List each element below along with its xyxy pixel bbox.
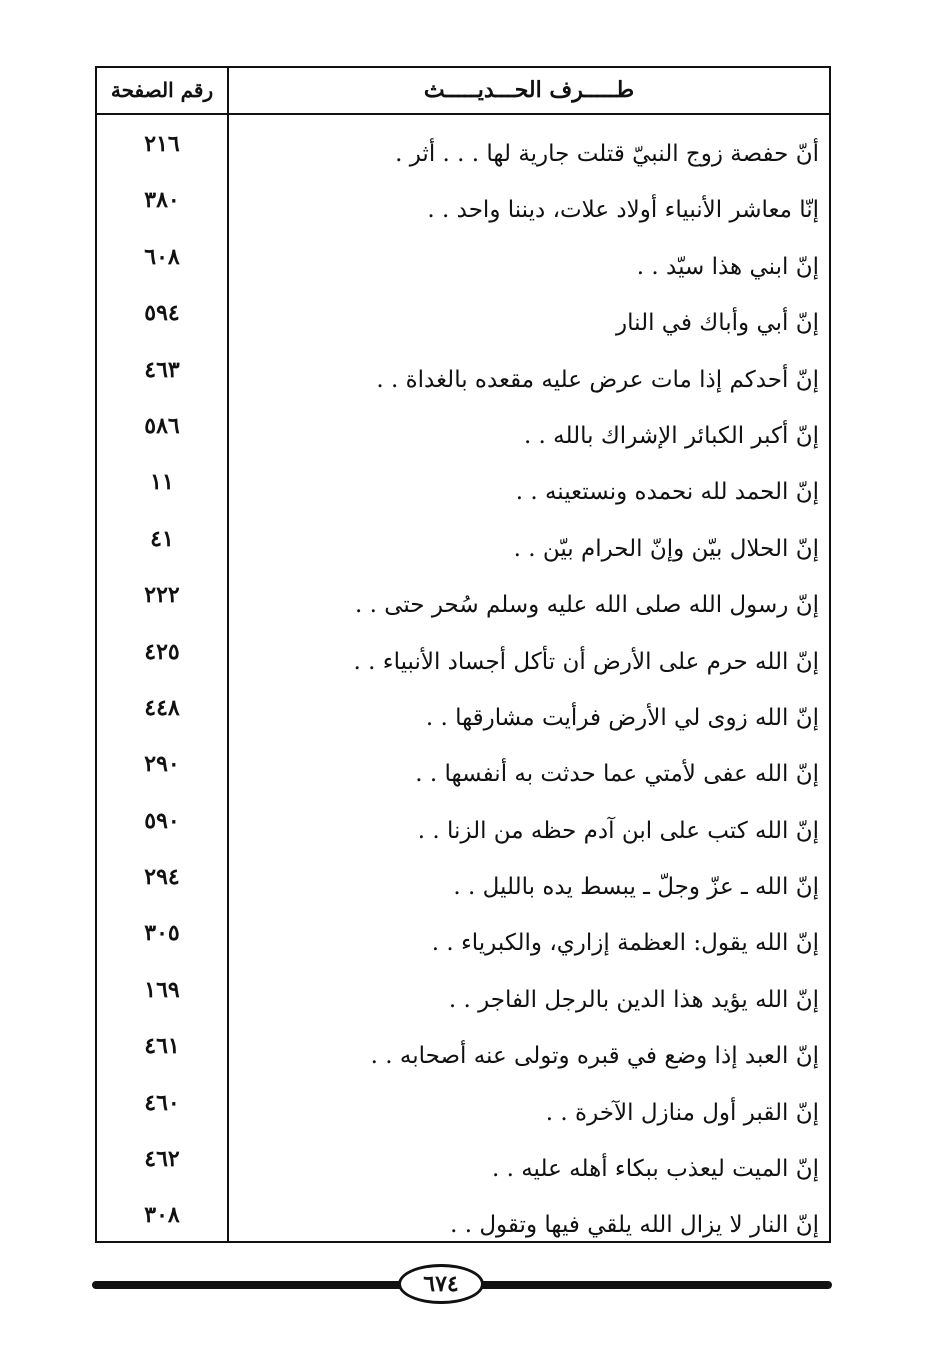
page-number-cell: ٤٤٨ (144, 694, 180, 721)
hadith-text-cell: إنّ الميت ليعذب ببكاء أهله عليه . . (491, 1156, 819, 1183)
hadith-text-cell: إنّ القبر أول منازل الآخرة . . (545, 1099, 819, 1126)
table-row (97, 970, 829, 1026)
table-row (97, 124, 829, 180)
hadith-text-cell: إنّا معاشر الأنبياء أولاد علات، ديننا واحد . . (427, 197, 819, 224)
page-number-cell: ٥٩٠ (144, 807, 180, 834)
table-row (97, 519, 829, 575)
table-row (97, 1195, 829, 1251)
page-number-cell: ٥٩٤ (144, 300, 180, 327)
table-row (97, 462, 829, 518)
table-row (97, 237, 829, 293)
table-row (97, 293, 829, 349)
page-number-cell: ٤٦١ (144, 1033, 180, 1060)
table-body (97, 124, 829, 1252)
hadith-text-cell: إنّ رسول الله صلى الله عليه وسلم سُحر حتى . . (354, 592, 819, 619)
hadith-text-cell: إنّ العبد إذا وضع في قبره وتولى عنه أصحابه . . (370, 1043, 819, 1070)
table-row (97, 801, 829, 857)
table-row (97, 688, 829, 744)
hadith-text-cell: إنّ الله يؤيد هذا الدين بالرجل الفاجر . . (448, 986, 819, 1013)
hadith-text-cell: إنّ أحدكم إذا مات عرض عليه مقعده بالغداة . . (376, 366, 819, 393)
hadith-index-table (95, 66, 831, 1243)
hadith-text-cell: إنّ الله كتب على ابن آدم حظه من الزنا . . (417, 817, 819, 844)
hadith-column-header: طـــــرف الحـــديـــــث (423, 77, 635, 103)
page-number-cell: ٢١٦ (144, 131, 180, 157)
page-number-cell: ٥٨٦ (144, 412, 180, 439)
table-row (97, 180, 829, 236)
hadith-text-cell: إنّ الله زوى لي الأرض فرأيت مشارقها . . (425, 704, 819, 731)
table-row (97, 1083, 829, 1139)
hadith-text-cell: إنّ أبي وأباك في النار (616, 310, 819, 337)
page-number: ٦٧٤ (398, 1264, 484, 1304)
page-number-cell: ١٦٩ (144, 976, 180, 1003)
hadith-text-cell: إنّ الله حرم على الأرض أن تأكل أجساد الأنبياء . . (353, 648, 819, 675)
hadith-text-cell: إنّ الحمد لله نحمده ونستعينه . . (515, 479, 819, 506)
hadith-text-cell: إنّ الله يقول: العظمة إزاري، والكبرياء . . (431, 930, 819, 957)
page-number-cell: ٢٩٤ (144, 864, 180, 891)
page-number-cell: ٣٨٠ (144, 187, 180, 214)
header-divider (97, 113, 829, 115)
page-number-column-header: رقم الصفحة (110, 78, 214, 102)
page-footer (92, 1262, 832, 1312)
hadith-text-cell: إنّ الله عفى لأمتي عما حدثت به أنفسها . . (415, 761, 819, 788)
page-number-cell: ٣٠٥ (144, 920, 180, 947)
hadith-text-cell: إنّ الحلال بيّن وإنّ الحرام بيّن . . (513, 535, 819, 562)
page-number-cell: ٤٦٠ (144, 1089, 180, 1116)
hadith-text-cell: إنّ النار لا يزال الله يلقي فيها وتقول . . (450, 1212, 819, 1239)
hadith-text-cell: إنّ الله ـ عزّ وجلّ ـ يبسط يده بالليل . . (453, 874, 819, 901)
table-row (97, 857, 829, 913)
table-row (97, 575, 829, 631)
hadith-text-cell: إنّ ابني هذا سيّد . . (636, 253, 819, 280)
table-row (97, 350, 829, 406)
table-row (97, 744, 829, 800)
hadith-text-cell: أنّ حفصة زوج النبيّ قتلت جارية لها . . . أثر . (395, 141, 819, 167)
page-number-cell: ٢٢٢ (144, 582, 180, 609)
page-number-cell: ٤٦٢ (144, 1146, 180, 1173)
page-number-cell: ٢٩٠ (144, 751, 180, 778)
page-number-cell: ٤٢٥ (144, 638, 180, 665)
table-row (97, 913, 829, 969)
page-number-cell: ٣٠٨ (144, 1202, 180, 1229)
table-row (97, 406, 829, 462)
table-row (97, 1026, 829, 1082)
table-row (97, 632, 829, 688)
page-number-cell: ١١ (150, 469, 174, 496)
hadith-text-cell: إنّ أكبر الكبائر الإشراك بالله . . (523, 422, 819, 449)
page-number-cell: ٦٠٨ (144, 243, 180, 270)
page-number-cell: ٤٦٣ (144, 356, 180, 383)
table-row (97, 1139, 829, 1195)
page-number-cell: ٤١ (150, 525, 174, 552)
